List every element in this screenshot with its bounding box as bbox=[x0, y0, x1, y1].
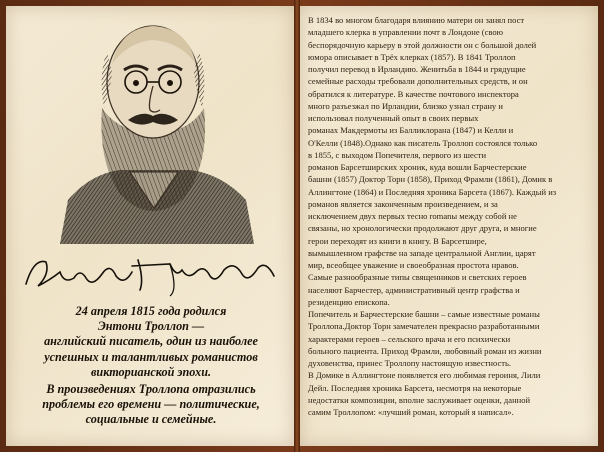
text-line: в 1855, с выходом Попечителя, первого из шести bbox=[308, 149, 487, 160]
text-line: В 1834 во многом благодаря влиянию матери он занял пост bbox=[308, 15, 525, 25]
text-line: характерами героев – сельского врача и его психически bbox=[308, 333, 511, 344]
text-line: самим Троллопом: «лучший роман, который я написал». bbox=[308, 407, 514, 417]
text-line: недостатки композиции, вполне заслуживает оценки, данной bbox=[308, 394, 531, 405]
text-line: семейные расходы требовали дополнительных средств, и он bbox=[308, 76, 528, 87]
text-line: резиденцию епископа. bbox=[308, 296, 390, 307]
text-line: юмора описывает в Трёх клерках (1857). В 1841 Троллоп bbox=[308, 51, 516, 62]
text-line: получил перевод в Ирландию. Женитьба в 1844 и грядущие bbox=[308, 64, 526, 74]
caption-line: социальные и семейные. bbox=[85, 412, 217, 427]
text-line: Троллопа.Доктор Торн замечателен прекрасно разработанными bbox=[308, 321, 540, 332]
text-line: мир, всеобщее уважение и своеобразная простота нравов. bbox=[308, 260, 519, 270]
text-line: О'Келли (1848).Однако как писатель Троллоп состоялся только bbox=[308, 137, 538, 148]
text-line: романов является законченным произведением, и за bbox=[308, 198, 498, 209]
text-line: исключением двух первых тесно romanы между собой не bbox=[308, 211, 517, 221]
caption-line: проблемы его времени — политические, bbox=[42, 397, 260, 412]
caption-line: английский писатель, один из наиболее bbox=[44, 334, 258, 349]
left-page bbox=[6, 6, 294, 446]
caption-line: 24 апреля 1815 года родился bbox=[75, 304, 227, 318]
signature-image bbox=[20, 250, 282, 298]
text-line: беспорядочную карьеру в этой должности он с большой долей bbox=[308, 39, 537, 50]
text-line: использовал полученный опыт в своих первых bbox=[308, 113, 479, 123]
text-line: башни (1857) Доктор Торн (1858), Приход Фрамли (1861), Домик в bbox=[308, 174, 553, 185]
text-line: романов Барсетширских хроник, куда вошли Барчестерские bbox=[308, 162, 527, 172]
text-line: Аллингтоне (1864) и Последняя хроника Барсета (1867). Каждый из bbox=[308, 186, 557, 197]
biography-text bbox=[308, 14, 592, 418]
text-line: духовенства, принес Троллопу настоящую известность. bbox=[308, 358, 512, 368]
text-line: Дейл. Последняя хроника Барсета, несмотря на некоторые bbox=[308, 382, 522, 393]
text-line: много разъезжал по Ирландии, близко узнал страну и bbox=[308, 100, 503, 111]
text-line: обратился к литературе. В качестве почтового инспектора bbox=[308, 88, 519, 99]
caption-line: викторианской эпохи. bbox=[90, 364, 212, 379]
caption bbox=[16, 304, 286, 428]
text-line: герои переходят из книги в книгу. В Барсетшире, bbox=[308, 235, 487, 246]
caption-line: успешных и талантливых романистов bbox=[44, 349, 258, 364]
text-line: В Домике в Аллингтоне появляется его любимая героиня, Лили bbox=[308, 370, 541, 381]
text-line: вымышленном графстве на западе центральной Англии, царят bbox=[308, 247, 536, 258]
right-page bbox=[300, 6, 598, 446]
caption-line: В произведениях Троллопа отразились bbox=[46, 382, 256, 397]
text-line: Самые разнообразные типы священников и светских героев bbox=[308, 272, 527, 283]
caption-line: Энтони Троллоп — bbox=[97, 319, 205, 334]
text-line: романах Макдермоты из Балликлорана (1847) и Келли и bbox=[308, 125, 514, 136]
text-line: связаны, но хронологически продолжают друг друга, и многие bbox=[308, 223, 537, 234]
text-line: Попечитель и Барчестерские башни – самые известные романы bbox=[308, 309, 540, 319]
text-line: больного пациента. Приход Фрамли, любовный роман из жизни bbox=[308, 345, 542, 356]
text-line: населяют Барчестер, административный центр графства и bbox=[308, 284, 520, 295]
text-line: младшего клерка в управлении почт в Лондоне (свою bbox=[308, 27, 504, 38]
portrait-image bbox=[50, 12, 260, 244]
